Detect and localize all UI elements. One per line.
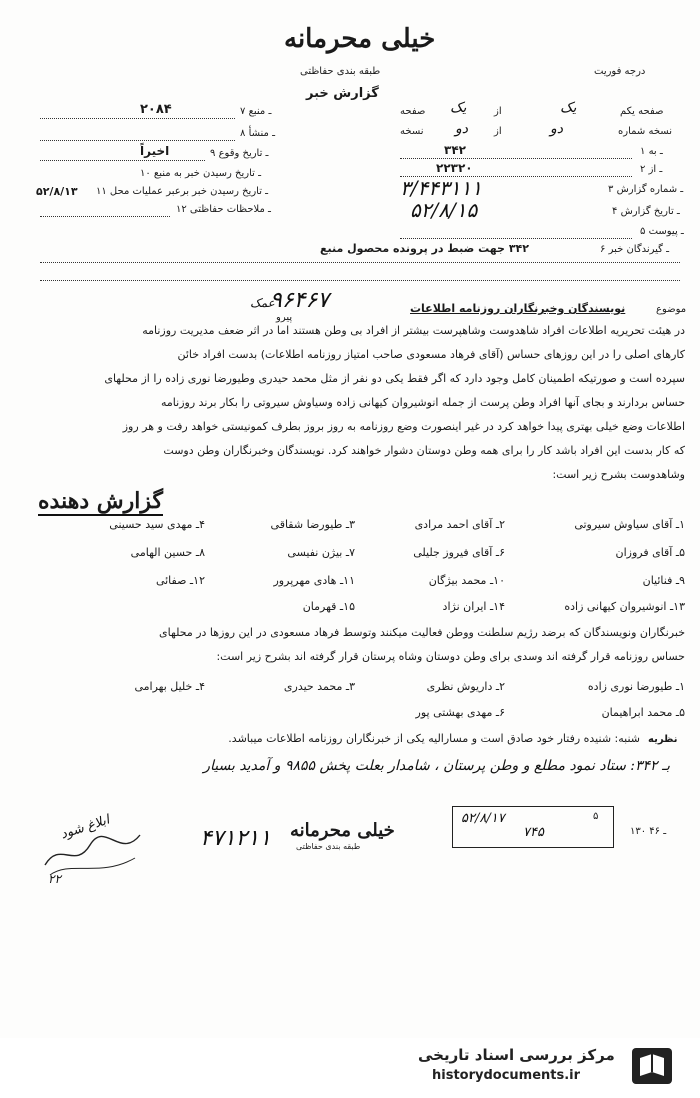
opinion-label: نظریه — [648, 734, 678, 745]
list-item: ۱ـ طیورضا نوری زاده — [587, 680, 685, 693]
f12-label: ۱۲ ـ ملاحظات حفاظتی — [176, 204, 271, 215]
list-item: ۵ـ آقای فروزان — [615, 546, 685, 559]
list-item: ۷ـ بیژن نفیسی — [287, 546, 355, 559]
f3-value: ۳/۴۴۳۱۱۱ — [400, 176, 482, 200]
f2-label: ۲ ـ از — [640, 164, 663, 175]
f7-label: ۷ ـ منبع — [240, 106, 272, 117]
archive-logo-icon — [632, 1048, 672, 1084]
body-line: که کار بدست این افراد باشد کار را برای همه وطن دوستان دشوار خواهند کرد. نویسندگان وخبرنگاران وطن دوست — [163, 444, 685, 457]
form-code: ۱۳۰ ـ ۴۶ — [630, 826, 667, 837]
priority-label: درجه فوریت — [594, 66, 646, 77]
list-item: ۴ـ خلیل بهرامی — [134, 680, 205, 693]
classification-sub: طبقه بندی حفاظتی — [300, 66, 381, 77]
body-line: حساس بردارند و بجای آنها افراد وطن پرست از جمله انوشیروان کیهانی زاده وسیاوش سیروتی را بکار برند روزنامه — [161, 396, 685, 409]
handwritten-sign-note: ابلاغ شود — [58, 812, 112, 843]
page-word: صفحه — [400, 106, 426, 117]
page-total: یک — [450, 100, 467, 116]
handwritten-sign-number: ۲۲ — [48, 872, 61, 886]
list-item: ۸ـ حسین الهامی — [130, 546, 205, 559]
opinion-text: شنبه: شنیده رفتار خود صادق است و مسارالیه یکی از خبرنگاران روزنامه اطلاعات میباشد. — [228, 732, 640, 745]
f9-value: اخیراً — [140, 144, 170, 158]
f6-label: ۶ ـ گیرندگان خبر — [600, 244, 670, 255]
footer-org: مرکز بررسی اسناد تاریخی — [418, 1046, 615, 1064]
f6-value: ۳۴۲ جهت ضبط در پرونده محصول منبع — [320, 242, 529, 255]
list-item: ۴ـ مهدی سید حسینی — [109, 518, 205, 531]
f9-label: ۹ ـ تاریخ وقوع — [210, 148, 269, 159]
f3-label: ۳ ـ شماره گزارش — [608, 184, 684, 195]
f11-value: ۵۲/۸/۱۳ — [36, 185, 78, 198]
page-label: صفحه یکم — [620, 106, 664, 117]
f1-value: ۳۴۲ — [444, 143, 466, 157]
subject-number: ۹۶۴۶۷ — [270, 288, 330, 313]
list-item: ۱۱ـ هادی مهرپرور — [273, 574, 355, 587]
f11-label: ۱۱ ـ تاریخ رسیدن خبر برعبر عملیات محل — [96, 186, 269, 197]
list-item: ۲ـ آقای احمد مرادی — [414, 518, 505, 531]
list-row — [20, 546, 685, 564]
f5-label: ۵ ـ پیوست — [640, 226, 684, 237]
body-line: وشاهدوست بشرح زیر است: — [552, 468, 685, 481]
handwritten-note: بـ ۳۴۲: ستاد نمود مطلع و وطن پرستان ، شامدار بعلت پخش ۹۸۵۵ و آمدید بسیار — [203, 758, 670, 774]
list-item: ۹ـ فنائیان — [642, 574, 685, 587]
body-line: در هیئت تحریریه اطلاعات افراد شاهدوست وشاهپرست بیشتر از افراد بی وطن هستند اما در اثر ضعف مدیریت روزنامه — [142, 324, 685, 337]
list-item: ۳ـ محمد حیدری — [283, 680, 355, 693]
list-row — [20, 600, 685, 618]
body-line: حساس روزنامه قرار گرفته اند وسدی برای وطن دوستان وشاه پرستان قرار گرفته اند بشرح زیر است: — [216, 650, 685, 663]
copy-label: نسخه شماره — [618, 126, 672, 137]
subject-text: نویسندگان وخبرنگاران روزنامه اطلاعات — [410, 302, 626, 315]
body-line: کارهای اصلی را در این روزهای حساس (آقای فرهاد مسعودی صاحب امتیاز روزنامه اطلاعات) بدست افراد خائن — [177, 348, 685, 361]
f8-label: ۸ ـ منشأ — [240, 128, 276, 139]
body-line: سپرده است و صورتیکه اطمینان کامل وجود دارد که اگر فقط یکی دو نفر از مثل محمد حیدری وطیورضا نوری زاده را از محلهای — [104, 372, 685, 385]
registration-number: ۷۴۵ — [523, 825, 544, 840]
f4-value: ۵۲/۸/۱۵ — [410, 198, 478, 222]
f1-label: ۱ ـ به — [640, 146, 663, 157]
classification-top: خیلی محرمانه — [284, 24, 436, 54]
list-item: ۲ـ داریوش نظری — [426, 680, 505, 693]
list-row — [20, 518, 685, 536]
signature-scribble — [40, 820, 150, 880]
page-value: یک — [560, 100, 577, 116]
reporter-stamp: گزارش دهنده — [38, 488, 163, 514]
list-item: ۱ـ آقای سیاوش سیروتی — [574, 518, 685, 531]
list-item: ۳ـ طیورضا شقاقی — [270, 518, 355, 531]
body-line: خبرنگاران ونویسندگان که برضد رژیم سلطنت ووطن فعالیت میکنند وتوسط فرهاد مسعودی در این روزها در محلهای — [159, 626, 685, 639]
bottom-classification: خیلی محرمانه — [290, 820, 395, 841]
f7-value: ۲۰۸۴ — [140, 102, 172, 117]
copy-total: دو — [455, 121, 468, 137]
copy-word: نسخه — [400, 126, 424, 137]
copy-of: از — [494, 126, 502, 137]
report-title: گزارش خبر — [306, 86, 379, 101]
f10-label: ۱۰ ـ تاریخ رسیدن خبر به منبع — [140, 168, 262, 179]
body-line: اطلاعات وضع خیلی بهتری پیدا خواهد کرد در غیر اینصورت وضع روزنامه به روز بروز بطرف کمونیستی خواهد رفت و هر روز — [122, 420, 685, 433]
registration-side: ۵ — [593, 811, 599, 822]
list-item: ۱۰ـ محمد بیژگان — [428, 574, 505, 587]
footer-url[interactable]: historydocuments.ir — [432, 1068, 581, 1083]
list-item: ۶ـ آقای فیروز جلیلی — [413, 546, 505, 559]
f2-value: ۲۲۳۲۰ — [436, 161, 473, 175]
subject-label: موضوع — [656, 304, 687, 315]
subject-annot: عمک — [250, 296, 275, 310]
registration-date: ۵۲/۸/۱۷ — [461, 811, 505, 826]
list-item: ۱۵ـ قهرمان — [302, 600, 355, 613]
f4-label: ۴ ـ تاریخ گزارش — [612, 206, 680, 217]
list-item: ۱۳ـ انوشیروان کیهانی زاده — [564, 600, 685, 613]
list-item: ۱۴ـ ایران نژاد — [442, 600, 505, 613]
copy-value: دو — [550, 121, 563, 137]
registration-box — [452, 806, 614, 848]
page-of: از — [494, 106, 502, 117]
list-item: ۵ـ محمد ابراهیمان — [601, 706, 685, 719]
list-item: ۶ـ مهدی بهشتی پور — [415, 706, 505, 719]
list-row — [20, 706, 685, 724]
list-row — [20, 574, 685, 592]
bottom-number: ۴۷۱۲۱۱ — [200, 826, 271, 851]
subject-annot2: پیرو — [276, 312, 293, 323]
list-row — [20, 680, 685, 698]
list-item: ۱۲ـ صفائی — [155, 574, 205, 587]
bottom-classification-sub: طبقه بندی حفاظتی — [296, 842, 361, 851]
